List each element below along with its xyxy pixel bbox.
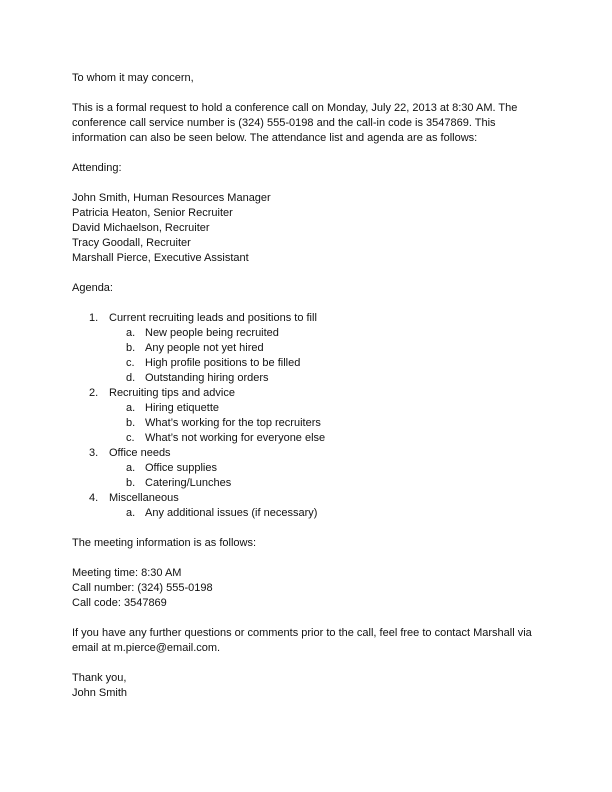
attendee-item: David Michaelson, Recruiter: [72, 222, 210, 234]
call-number: Call number: (324) 555-0198: [72, 582, 213, 594]
agenda-item-label: Recruiting tips and advice: [109, 387, 235, 399]
agenda-subitem-label: What’s not working for everyone else: [145, 432, 326, 444]
signature-name: John Smith: [72, 687, 128, 699]
agenda-item: [72, 446, 552, 491]
intro-paragraph: [72, 101, 552, 146]
signoff: Thank you,: [72, 672, 127, 684]
agenda-subitem-label: Outstanding hiring orders: [145, 372, 269, 384]
intro-line: This is a formal request to hold a conference call on Monday, July 22, 2013 at 8:30 AM. The: [72, 102, 518, 114]
agenda-subitem-list: [72, 461, 552, 491]
attendee-list: [72, 191, 552, 266]
agenda-subitem: [72, 356, 552, 371]
intro-line: information can also be seen below. The attendance list and agenda are as follows:: [72, 132, 478, 144]
closing-line: If you have any further questions or comments prior to the call, feel free to contact Marshall via: [72, 627, 532, 639]
agenda-subitem-label: Any additional issues (if necessary): [145, 507, 318, 519]
attendee-item: Marshall Pierce, Executive Assistant: [72, 252, 249, 264]
agenda-subitem-label: Any people not yet hired: [145, 342, 264, 354]
agenda-subitem-letter: a.: [126, 402, 136, 414]
agenda-list: [72, 311, 552, 521]
agenda-subitem: [72, 461, 552, 476]
agenda-subitem-letter: d.: [126, 372, 136, 384]
agenda-subitem: [72, 416, 552, 431]
agenda-item-label: Miscellaneous: [109, 492, 179, 504]
agenda-subitem-letter: b.: [126, 342, 136, 354]
agenda-item-number: 1.: [89, 312, 99, 324]
attendee-item: Patricia Heaton, Senior Recruiter: [72, 207, 233, 219]
agenda-subitem-letter: c.: [126, 432, 135, 444]
agenda-subitem-letter: b.: [126, 477, 136, 489]
meeting-info-block: [72, 566, 552, 611]
agenda-subitem: [72, 371, 552, 386]
attendee-item: Tracy Goodall, Recruiter: [72, 237, 191, 249]
agenda-item-label: Office needs: [109, 447, 171, 459]
agenda-item: [72, 386, 552, 446]
agenda-item-number: 2.: [89, 387, 99, 399]
agenda-subitem: [72, 506, 552, 521]
attendee-item: John Smith, Human Resources Manager: [72, 192, 271, 204]
meeting-time: Meeting time: 8:30 AM: [72, 567, 182, 579]
agenda-subitem: [72, 401, 552, 416]
attending-heading: Attending:: [72, 162, 122, 174]
agenda-subitem-letter: a.: [126, 507, 136, 519]
agenda-item-number: 4.: [89, 492, 99, 504]
agenda-subitem-list: [72, 401, 552, 446]
agenda-subitem: [72, 431, 552, 446]
agenda-subitem-letter: c.: [126, 357, 135, 369]
agenda-subitem-label: What’s working for the top recruiters: [145, 417, 321, 429]
agenda-item: [72, 491, 552, 521]
agenda-subitem-label: Hiring etiquette: [145, 402, 219, 414]
meeting-info-heading: The meeting information is as follows:: [72, 537, 257, 549]
intro-line: conference call service number is (324) 555-0198 and the call-in code is 3547869. This: [72, 117, 496, 129]
agenda-subitem: [72, 326, 552, 341]
call-code: Call code: 3547869: [72, 597, 167, 609]
agenda-item-label: Current recruiting leads and positions to fill: [109, 312, 317, 324]
agenda-subitem-letter: a.: [126, 327, 136, 339]
closing-line: email at m.pierce@email.com.: [72, 642, 221, 654]
agenda-subitem-label: High profile positions to be filled: [145, 357, 301, 369]
agenda-subitem-letter: b.: [126, 417, 136, 429]
agenda-heading: Agenda:: [72, 282, 113, 294]
agenda-subitem-label: Office supplies: [145, 462, 217, 474]
agenda-subitem: [72, 476, 552, 491]
closing-paragraph: [72, 626, 552, 656]
agenda-subitem: [72, 341, 552, 356]
letter-page: [72, 71, 552, 701]
agenda-subitem-letter: a.: [126, 462, 136, 474]
agenda-subitem-list: [72, 506, 552, 521]
agenda-subitem-label: New people being recruited: [145, 327, 279, 339]
agenda-item: [72, 311, 552, 386]
agenda-subitem-label: Catering/Lunches: [145, 477, 232, 489]
agenda-item-number: 3.: [89, 447, 99, 459]
salutation: To whom it may concern,: [72, 72, 194, 84]
agenda-subitem-list: [72, 326, 552, 386]
